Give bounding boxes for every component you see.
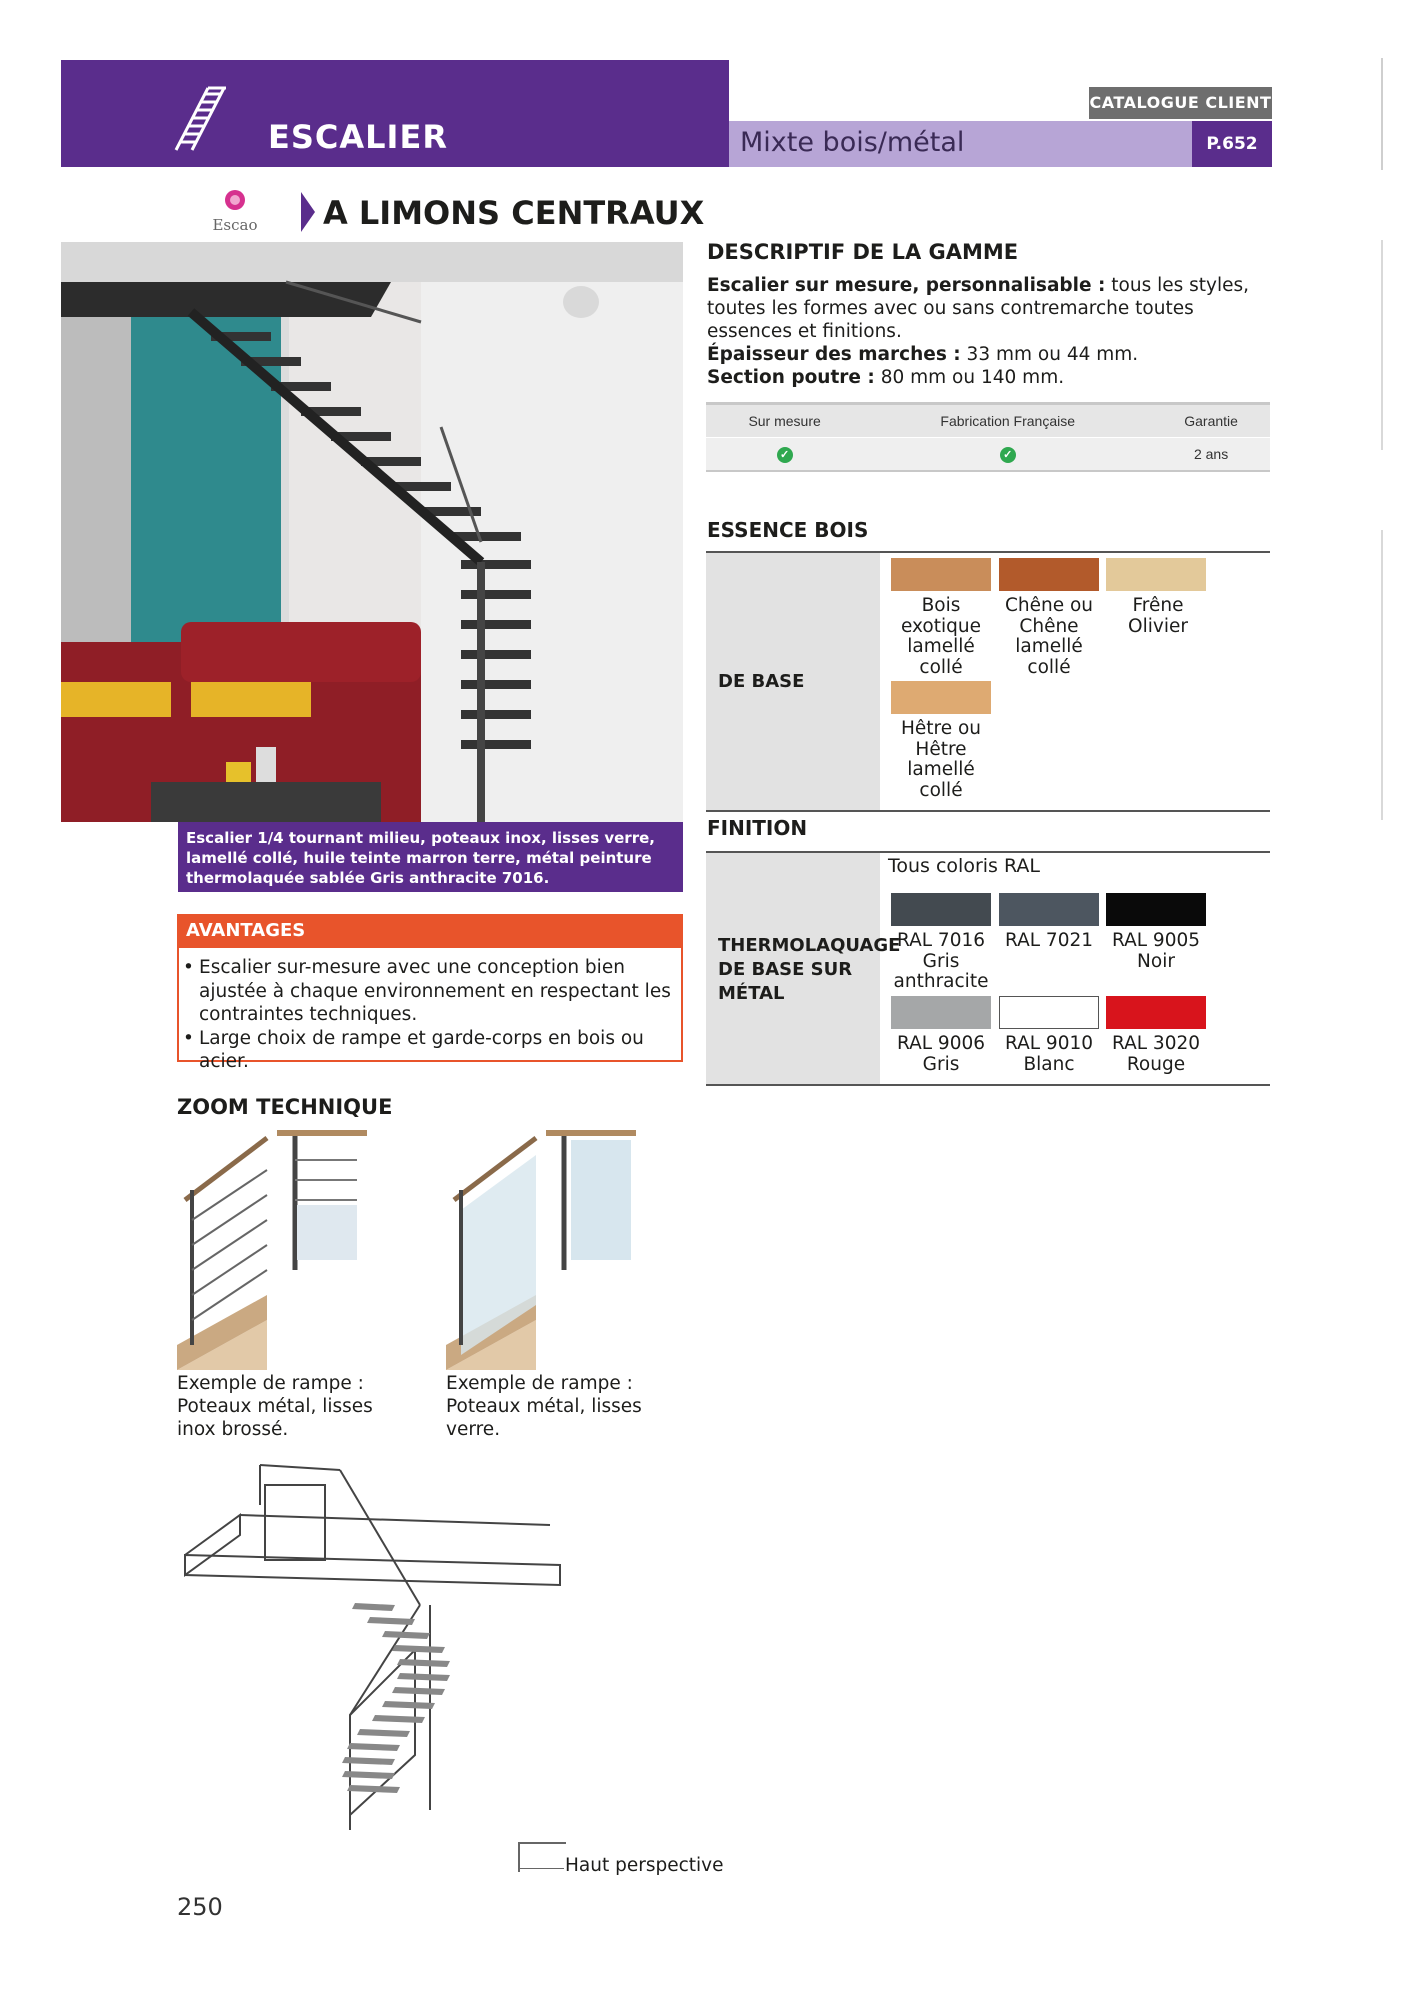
margin-mark xyxy=(1381,530,1383,820)
description-title: DESCRIPTIF DE LA GAMME xyxy=(707,240,1019,264)
page-number: 250 xyxy=(177,1893,223,1921)
desc-thickness-label: Épaisseur des marches : xyxy=(707,344,961,365)
spec-header-france: Fabrication Française xyxy=(863,404,1152,438)
description-text xyxy=(707,274,1267,389)
wood-swatch-chene xyxy=(999,558,1099,591)
advantages-title: AVANTAGES xyxy=(177,914,683,948)
staircase-icon xyxy=(172,84,230,154)
perspective-marker-line xyxy=(518,1868,564,1869)
wood-label: Hêtre ou Hêtre lamellé collé xyxy=(900,718,982,801)
ral-swatch-9010 xyxy=(999,996,1099,1029)
wood-label: Chêne ou Chêne lamellé collé xyxy=(1004,595,1094,678)
desc-custom-text: tous les styles, toutes les formes avec ou sans contremarche toutes essences et finitions. xyxy=(707,275,1250,342)
check-icon: ✓ xyxy=(777,447,793,463)
finition-row-label: THERMOLAQUAGE DE BASE SUR MÉTAL xyxy=(718,935,901,1004)
railing-steel-image xyxy=(177,1130,367,1370)
desc-beam-label: Section poutre : xyxy=(707,367,875,388)
header-title: ESCALIER xyxy=(268,118,448,156)
ral-label: RAL 7021 xyxy=(1004,930,1094,951)
title-arrow-icon xyxy=(301,192,315,232)
wood-label: Frêne Olivier xyxy=(1128,595,1188,637)
divider xyxy=(706,810,1270,812)
margin-mark xyxy=(1381,240,1383,450)
advantage-item: • Large choix de rampe et garde-corps en bois ou acier. xyxy=(183,1027,678,1074)
brand-logo-icon xyxy=(220,188,250,212)
spec-guarantee-value: 2 ans xyxy=(1152,438,1270,472)
spec-header-custom: Sur mesure xyxy=(706,404,863,438)
page-title: A LIMONS CENTRAUX xyxy=(323,194,705,232)
ral-swatch-9005 xyxy=(1106,893,1206,926)
perspective-label: Haut perspective xyxy=(565,1855,724,1876)
ral-swatch-7016 xyxy=(891,893,991,926)
brand-logo-text: Escao xyxy=(212,216,258,234)
zoom-caption-glass: Exemple de rampe : Poteaux métal, lisses verre. xyxy=(446,1373,642,1440)
spec-header-guarantee: Garantie xyxy=(1152,404,1270,438)
check-icon: ✓ xyxy=(1000,447,1016,463)
ral-label: RAL 7016 Gris anthracite xyxy=(893,930,989,992)
zoom-caption-steel: Exemple de rampe : Poteaux métal, lisses inox brossé. xyxy=(177,1373,373,1440)
ral-swatch-9006 xyxy=(891,996,991,1029)
ral-swatch-3020 xyxy=(1106,996,1206,1029)
zoom-title: ZOOM TECHNIQUE xyxy=(177,1095,393,1119)
wood-swatch-hetre xyxy=(891,681,991,714)
desc-beam-text: 80 mm ou 140 mm. xyxy=(874,367,1065,388)
ral-swatch-7021 xyxy=(999,893,1099,926)
photo-caption: Escalier 1/4 tournant milieu, poteaux inox, lisses verre, lamellé collé, huile teinte marron terre, métal peinture thermolaquée sablée Gris anthracite 7016. xyxy=(178,822,683,892)
staircase-photo xyxy=(61,242,683,822)
railing-glass-image xyxy=(446,1130,636,1370)
ral-label: RAL 9010 Blanc xyxy=(1004,1033,1094,1075)
wood-swatch-exotique xyxy=(891,558,991,591)
wood-label: Bois exotique lamellé collé xyxy=(901,595,981,678)
perspective-drawing xyxy=(180,1455,565,1830)
desc-custom-label: Escalier sur mesure, personnalisable : xyxy=(707,275,1106,296)
page-reference: P.652 xyxy=(1192,121,1272,167)
wood-swatch-frene xyxy=(1106,558,1206,591)
advantage-item: • Escalier sur-mesure avec une conception bien ajustée à chaque environnement en respectant les contraintes techniques. xyxy=(183,956,678,1027)
divider xyxy=(706,1084,1270,1086)
advantages-list xyxy=(183,956,678,1074)
desc-thickness-text: 33 mm ou 44 mm. xyxy=(960,344,1139,365)
brand-logo xyxy=(200,188,270,234)
essence-title: ESSENCE BOIS xyxy=(707,518,869,542)
essence-row-label: DE BASE xyxy=(718,671,805,692)
all-colors-label: Tous coloris RAL xyxy=(888,855,1040,877)
spec-table xyxy=(706,402,1270,472)
catalogue-label: CATALOGUE CLIENT xyxy=(1089,87,1272,119)
ral-label: RAL 9005 Noir xyxy=(1111,930,1201,972)
finition-title: FINITION xyxy=(707,816,808,840)
category-subtitle: Mixte bois/métal xyxy=(740,127,965,158)
margin-mark xyxy=(1381,58,1383,170)
ral-label: RAL 3020 Rouge xyxy=(1111,1033,1201,1075)
ral-label: RAL 9006 Gris xyxy=(896,1033,986,1075)
